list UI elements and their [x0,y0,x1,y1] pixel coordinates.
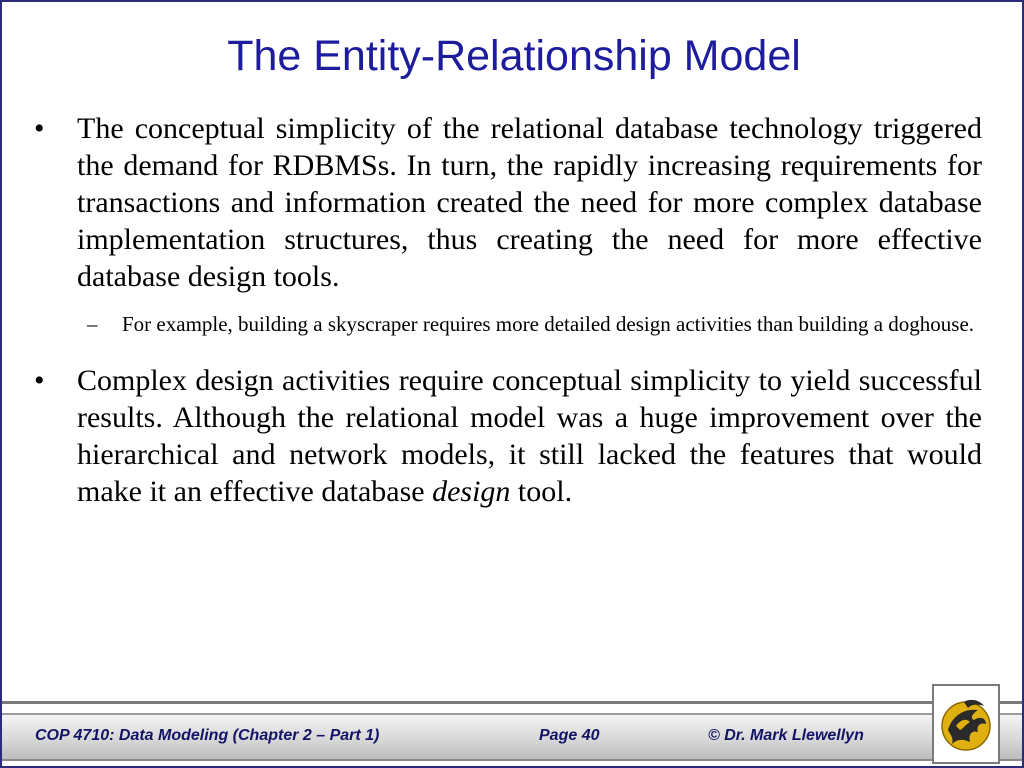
footer-course: COP 4710: Data Modeling (Chapter 2 – Part 1) [35,727,380,744]
sub-bullet-item [87,309,982,340]
sub-bullet-text: For example, building a skyscraper requires more detailed design activities than building a doghouse. [122,312,975,336]
sub-bullet-marker: – [87,312,98,336]
footer-bar [2,701,1022,765]
footer-divider [2,701,1022,704]
bullet-marker: • [34,364,45,397]
bullet-item [32,362,982,510]
footer-author: © Dr. Mark Llewellyn [708,727,864,744]
emphasis-text: design [432,475,511,508]
bullet-marker: • [34,112,45,145]
bullet-text: The conceptual simplicity of the relational database technology triggered the demand for RDBMSs. In turn, the rapidly increasing requirements for transactions and information created the need for more complex database implementation structures, thus creating the need for more effective database design tools. [77,112,982,293]
slide-body [32,110,982,518]
slide-title: The Entity-Relationship Model [227,32,801,80]
footer-page-number: Page 40 [539,727,600,744]
bullet-text-part: tool. [510,475,573,508]
pegasus-logo-icon [934,686,998,762]
bullet-item [32,110,982,295]
logo-box [932,684,1000,764]
bullet-text [77,362,982,510]
bullet-text-part: Complex design activities require conceptual simplicity to yield successful results. Although the relational model was a huge improvement over the hierarchical and network models, it still lacked the features that would make it an effective database [77,364,982,508]
